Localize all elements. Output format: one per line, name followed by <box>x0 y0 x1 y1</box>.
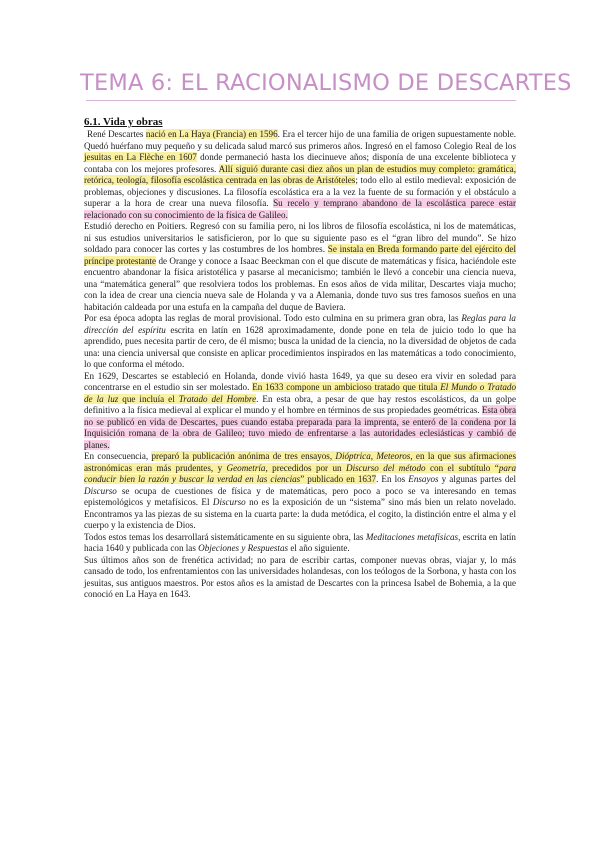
work-title: Discurso <box>84 485 117 496</box>
highlight-yellow: nació en La Haya (Francia) en 1596 <box>145 129 278 139</box>
highlight-yellow: Se instala en Breda formando parte del ejército del príncipe protestante <box>84 244 516 266</box>
paragraph-1: René Descartes nació en La Haya (Francia) en 1596. Era el tercer hijo de una familia de origen supuestamente noble. Quedó huérfano muy pequeño y su delicada salud marcó sus primeros años. Ingresó en el famoso Colegio Real de los jesuitas en La Flèche en 1607 donde permaneció hasta los diecinueve años; disponía de una excelente biblioteca y contaba con los mejores profesores. Allí siguió durante casi diez años un plan de estudios muy completo: gramática, retórica, teología, filosofía escolástica centrada en las obras de Aristóteles; todo ello al estilo medieval: exposición de problemas, objeciones y discusiones. La filosofía escolástica era a la vez la fuente de su formación y el obstáculo a superar a la hora de crear una nueva filosofía. Su recelo y temprano abandono de la escolástica parece estar relacionado con su conocimiento de la física de Galileo. <box>84 129 516 220</box>
paragraph-4: En 1629, Descartes se estableció en Holanda, donde vivió hasta 1649, ya que su deseo era vivir en soledad para concentrarse en el estudio sin ser molestado. En 1633 compone un ambicioso tratado que titula El Mundo o Tratado de la luz que incluía el Tratado del Hombre. En esta obra, a pesar de que hay restos escolásticos, da un golpe definitivo a la física medieval al explicar el mundo y el hombre en términos de sus propiedades geométricas. Esta obra no se publicó en vida de Descartes, pues cuando estaba preparada para la imprenta, se enteró de la condena por la Inquisición romana de la obra de Galileo; tuvo miedo de enfrentarse a las autoridades eclesiásticas y cambió de planes. <box>84 370 516 450</box>
page-title: TEMA 6: EL RACIONALISMO DE DESCARTES <box>80 70 572 96</box>
work-title: Reglas para la dirección del espíritu <box>84 313 516 335</box>
work-title: Tratado del Hombre <box>178 393 257 404</box>
work-title: Discurso <box>212 497 246 507</box>
work-title: El Mundo o Tratado de la luz <box>84 382 516 404</box>
highlight-pink: Esta obra no se publicó en vida de Descartes, pues cuando estaba preparada para la imprenta, se enteró de la condena por la Inquisición romana de la obra de Galileo; tuvo miedo de enfrentarse a las autoridades eclesiásticas y cambió de planes. <box>84 405 516 450</box>
work-title: Ensayos <box>408 474 439 484</box>
work-title: Dióptrica, Meteoros <box>335 451 411 461</box>
paragraph-5: En consecuencia, preparó la publicación anónima de tres ensayos, Dióptrica, Meteoros, en la que sus afirmaciones astronómicas eran más prudentes, y Geometría, precedidos por un Discurso del método con el subtítulo “para conducir bien la razón y buscar la verdad en las ciencias” publicado en 1637. En los Ensayos y algunas partes del Discurso se ocupa de cuestiones de física y de matemáticas, pero poco a poco se va interesando en temas epistemológicos y metafísicos. El Discurso no es la exposición de un “sistema” sino más bien un relato novelado. Encontramos ya las piezas de su sistema en la cuarta parte: la duda metódica, el cogito, la distinción entre el alma y el cuerpo y la existencia de Dios. <box>84 451 517 530</box>
paragraph-6: Todos estos temas los desarrollará sistemáticamente en su siguiente obra, las Meditaciones metafísicas, escrita en latín hacia 1640 y publicada con las Objeciones y Respuestas el año siguiente. <box>84 531 516 553</box>
work-title: Meditaciones metafísicas <box>365 531 459 542</box>
document-body <box>84 129 516 601</box>
work-title: Discurso del método <box>346 462 426 473</box>
highlight-yellow: preparó la publicación anónima de tres ensayos, Dióptrica, Meteoros, en la que sus afirmaciones astronómicas eran más prudentes, y Geometría, precedidos por un Discurso del método con el subtítulo “para conducir bien la razón y buscar la verdad en las ciencias” publicado en 1637 <box>84 451 516 484</box>
highlight-yellow: En 1633 compone un ambicioso tratado que titula El Mundo o Tratado de la luz que incluía el Tratado del Hombre <box>84 382 516 404</box>
highlight-pink: Su recelo y temprano abandono de la escolástica parece estar relacionado con su conocimiento de la física de Galileo. <box>84 198 516 220</box>
paragraph-7: Sus últimos años son de frenética actividad; no para de escribir cartas, componer nuevas obras, viajar y, lo más cansado de todo, los enfrentamientos con las universidades holandesas, con los teólogos de la Sorbona, y hasta con los jesuitas, sus antiguos maestros. Por estos años es la amistad de Descartes con la princesa Isabel de Bohemia, a la que conoció en La Haya en 1643. <box>84 554 516 599</box>
highlight-yellow: jesuitas en La Flèche en 1607 <box>84 152 197 162</box>
section-heading: 6.1. Vida y obras <box>84 116 163 128</box>
highlight-yellow: Allí siguió durante casi diez años un plan de estudios muy completo: gramática, retórica, teología, filosofía escolástica centrada en las obras de Aristóteles <box>84 163 516 185</box>
subtitle-quote: para conducir bien la razón y buscar la verdad en las ciencias <box>84 462 516 484</box>
work-title: Geometría <box>226 462 266 473</box>
paragraph-2: Estudió derecho en Poitiers. Regresó con su familia pero, ni los libros de filosofía escolástica, ni los de matemáticas, ni sus estudios universitarios le satisficieron, por lo que su siguiente paso es el “gran libro del mundo”. Se hizo soldado para conocer las cortes y las costumbres de los hombres. Se instala en Breda formando parte del ejército del príncipe protestante de Orange y conoce a Isaac Beeckman con el que discute de matemáticas y física, haciéndole este encuentro abandonar la física aristotélica y pasarse al mecanicismo; también le llevó a concebir una ciencia nueva, una “matemática general” que resolviera todos los problemas. En esos años de vida militar, Descartes viaja mucho; con la idea de crear una ciencia nueva sale de Holanda y va a Alemania, donde tuvo sus tres famosos sueños en una habitación caldeada por una estufa en la campaña del duque de Baviera. <box>84 221 516 312</box>
work-title: Objeciones y Respuestas <box>198 543 289 553</box>
paragraph-3: Por esa época adopta las reglas de moral provisional. Todo esto culmina en su primera gran obra, las Reglas para la dirección del espíritu escrita en latín en 1628 aproximadamente, donde pone en tela de juicio todo lo que ha aprendido, pues necesita partir de cero, de él mismo; busca la unidad de la ciencia, no la diversidad de objetos de cada una: una ciencia universal que consiste en aplicar procedimientos inspirados en las matemáticas a todo conocimiento, lo que conforma el método. <box>84 313 516 369</box>
title-underline <box>86 100 516 101</box>
